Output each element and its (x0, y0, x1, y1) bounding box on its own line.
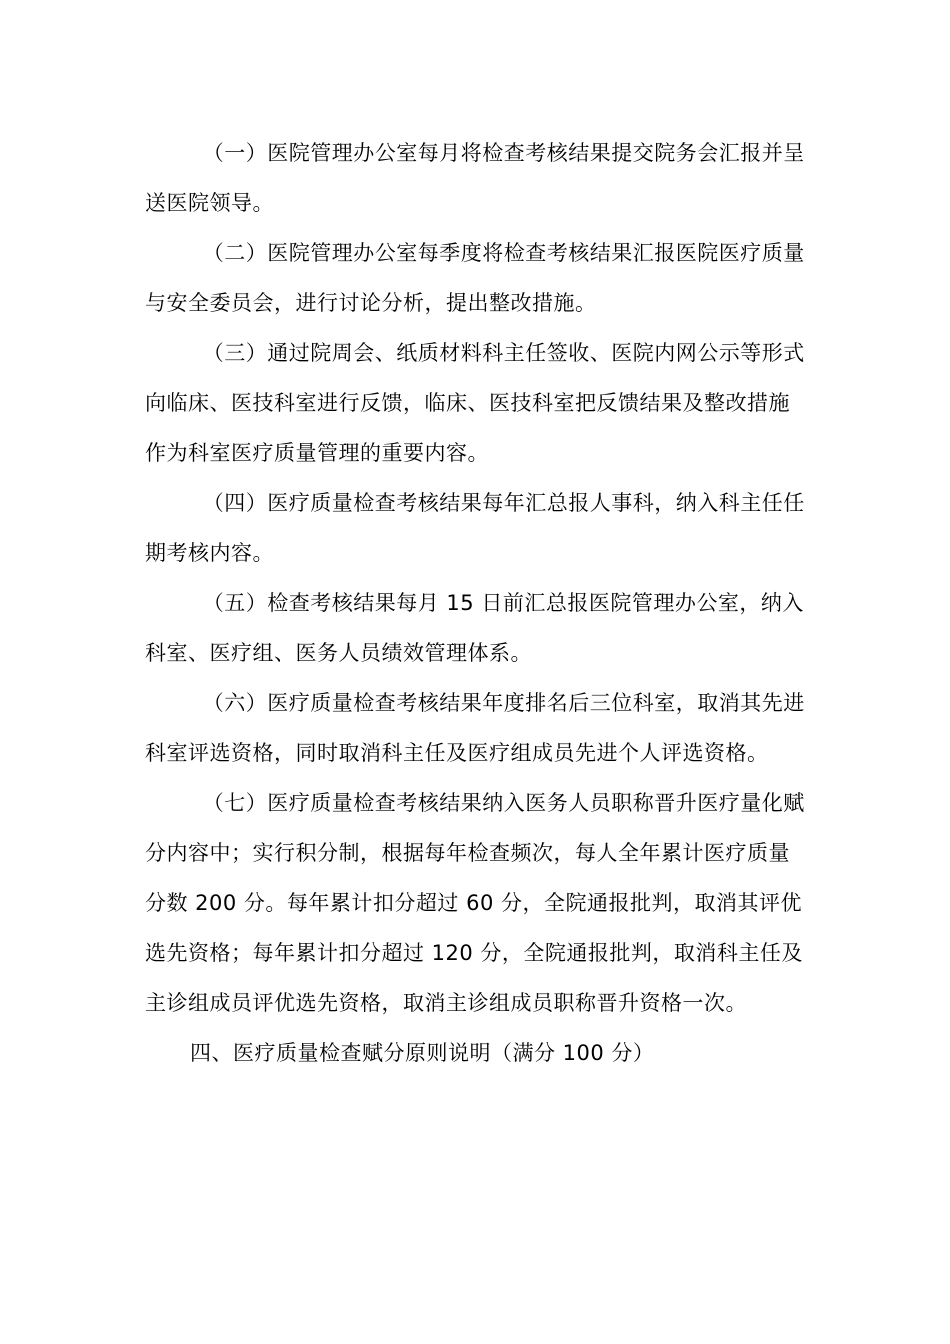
paragraph-2: （二）医院管理办公室每季度将检查考核结果汇报医院医疗质量与安全委员会，进行讨论分析，提出整改措施。 (145, 241, 805, 315)
paragraph-5: （五）检查考核结果每月 15 日前汇总报医院管理办公室，纳入科室、医疗组、医务人员绩效管理体系。 (145, 591, 804, 665)
document-body (145, 128, 805, 1078)
section-heading: 四、医疗质量检查赋分原则说明（满分 100 分） (190, 1041, 655, 1065)
paragraph-7: （七）医疗质量检查考核结果纳入医务人员职称晋升医疗量化赋分内容中；实行积分制，根据每年检查频次，每人全年累计医疗质量分数 200 分。每年累计扣分超过 60 分，全院通报批判，取消其评优选先资格；每年累计扣分超过 120 分，全院通报批判，取消科主任及主诊组成员评优选先资格，取消主诊组成员职称晋升资格一次。 (145, 791, 805, 1015)
paragraph-6: （六）医疗质量检查考核结果年度排名后三位科室，取消其先进科室评选资格，同时取消科主任及医疗组成员先进个人评选资格。 (145, 691, 805, 765)
paragraph-4: （四）医疗质量检查考核结果每年汇总报人事科，纳入科主任任期考核内容。 (145, 491, 805, 565)
paragraph-3: （三）通过院周会、纸质材料科主任签收、医院内网公示等形式向临床、医技科室进行反馈，临床、医技科室把反馈结果及整改措施作为科室医疗质量管理的重要内容。 (145, 341, 805, 465)
paragraph-1: （一）医院管理办公室每月将检查考核结果提交院务会汇报并呈送医院领导。 (145, 141, 805, 215)
